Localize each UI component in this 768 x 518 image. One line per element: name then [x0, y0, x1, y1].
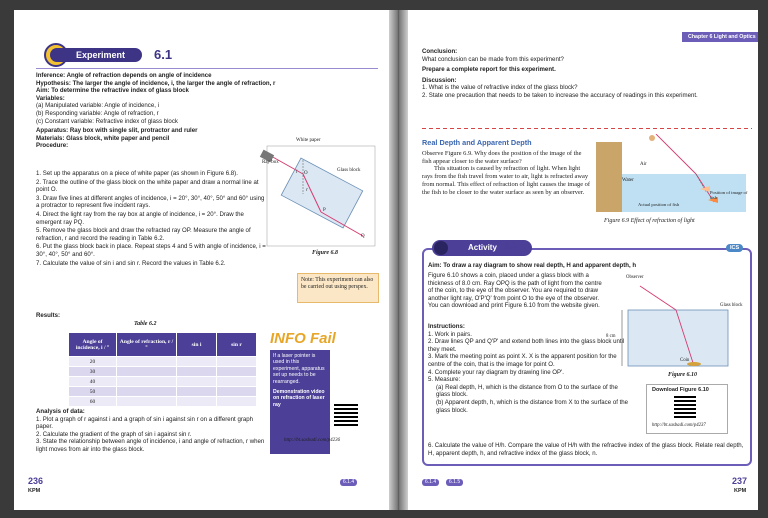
point-o-label: O — [304, 171, 308, 176]
results-heading: Results: — [36, 312, 61, 319]
results-table — [68, 332, 257, 407]
instruction-subitem: (a) Real depth, H, which is the distance from O to the surface of the glass block. — [436, 383, 618, 399]
discussion-heading: Discussion: — [422, 76, 457, 84]
procedure-step: 1. Set up the apparatus on a piece of white paper (as shown in Figure 6.8). — [36, 170, 238, 177]
section-paragraph: Observe Figure 6.9. Why does the position of the image of the fish appear closer to the water surface? — [422, 150, 582, 165]
standard-tag: 6.1.4 — [340, 479, 357, 486]
procedure-step: 7. Calculate the value of sin i and sin r. Record the values in Table 6.2. — [36, 259, 226, 267]
book-gutter — [389, 10, 408, 510]
activity-number: 6.2 — [504, 241, 518, 252]
ics-badge: ICS — [726, 244, 743, 252]
chapter-tab: Chapter 6 Light and Optics — [682, 32, 758, 42]
table-row — [69, 397, 257, 407]
instruction-item: 6. Calculate the value of H/h. Compare the value of H/h with the refractive index of the glass block. Relate real depth, H, apparent depth, h, and refractive index of the glass block, n. — [428, 442, 744, 457]
analysis-item: 3. State the relationship between angle of incidence, i and angle of refraction, r when light moves from air into the glass block. — [36, 438, 265, 453]
figure-6-10 — [614, 280, 744, 372]
table-caption: Table 6.2 — [134, 321, 157, 327]
publisher: KPM — [734, 488, 747, 494]
info-title: INFO Fail — [270, 330, 336, 347]
air-label: Air — [640, 162, 647, 167]
figure-6-8 — [259, 138, 381, 260]
table-row — [69, 377, 257, 387]
observer-label: Observer — [626, 275, 644, 280]
instruction-item: 2. Draw lines QP and Q'P' and extend both lines into the glass block until they meet. — [428, 338, 625, 353]
glass-block-label: Glass block — [337, 168, 361, 173]
table-header: Angle of incidence, i / ° — [69, 333, 117, 357]
activity-badge: Activity — [432, 240, 532, 256]
table-row — [69, 357, 257, 367]
procedure-steps — [36, 170, 268, 267]
table-cell: 20 — [69, 357, 117, 367]
table-header: Angle of refraction, r / ° — [117, 333, 177, 357]
figure-6-9 — [596, 134, 746, 212]
figure-6-9-caption: Figure 6.9 Effect of refraction of light — [604, 218, 695, 224]
image-position-label: Position of image of fish — [710, 190, 748, 200]
publisher: KPM — [28, 488, 41, 494]
info-url[interactable]: http://bt.sasbadi.com/p4236 — [284, 438, 341, 443]
table-cell: 30 — [69, 367, 117, 377]
instruction-item: 1. Work in pairs. — [428, 330, 472, 338]
point-q-label: Q — [361, 234, 365, 239]
inference: Inference: Angle of refraction depends on angle of incidence — [36, 72, 212, 79]
variable-manipulated: (a) Manipulated variable: Angle of incidence, i — [36, 102, 159, 110]
coin-label: Coin — [680, 358, 690, 363]
table-header: sin i — [177, 333, 217, 357]
ray-box-label: Ray box — [262, 160, 279, 165]
right-page — [408, 10, 758, 510]
actual-position-label: Actual position of fish — [638, 202, 680, 207]
angle-r-label: r — [306, 188, 308, 193]
experiment-number: 6.1 — [154, 47, 173, 62]
aim: Aim: To determine the refractive index of glass block — [36, 87, 189, 95]
activity-aim: Aim: To draw a ray diagram to show real depth, H and apparent depth, h — [428, 262, 637, 269]
info-text: If a laser pointer is used in this experiment, apparatus set up needs to be rearranged. — [273, 353, 325, 385]
procedure-step: 3. Draw five lines at different angles of incidence, i = 20°, 30°, 40°, 50° and 60° using a protractor to represent five incident rays. — [36, 194, 265, 210]
conclusion-question: What conclusion can be made from this experiment? — [422, 55, 564, 63]
activity-icon — [434, 241, 448, 255]
table-cell: 50 — [69, 387, 117, 397]
hypothesis: Hypothesis: The larger the angle of incidence, i, the larger the angle of refraction, r — [36, 79, 276, 87]
table-row — [69, 387, 257, 397]
apparatus: Apparatus: Ray box with single slit, protractor and ruler — [36, 127, 198, 135]
instruction-subitem: (b) Apparent depth, h, which is the distance from X to the surface of the glass block. — [436, 398, 629, 414]
activity-intro: Figure 6.10 shows a coin, placed under a glass block with a thickness of 8.0 cm. Ray OPQ is the path of light from the centre of the coin, to the eye of the observer. You are required to draw another light ray, O'P'Q' from point O to the eye of the observer. You can download and print Figure 6.10 from the website given. — [428, 272, 602, 310]
angle-i-label: i — [296, 170, 298, 175]
dashed-divider — [422, 128, 752, 129]
standard-tag: 6.1.4 — [422, 479, 439, 486]
download-title: Download Figure 6.10 — [652, 387, 709, 393]
analysis-item: 1. Plot a graph of r against i and a graph of sin i against sin r on a different graph paper. — [36, 415, 254, 431]
thickness-label: 8 cm — [606, 334, 616, 339]
left-page — [14, 10, 389, 510]
table-cell: 60 — [69, 397, 117, 407]
point-p-label: P — [323, 208, 326, 213]
table-row — [69, 367, 257, 377]
procedure-step: 6. Put the glass block back in place. Repeat steps 4 and 5 with angle of incidence, i = 30°, 40°, 50° and 60°. — [36, 243, 266, 258]
note-box: Note: This experiment can also be carried out using perspex. — [297, 273, 379, 303]
divider — [36, 68, 378, 69]
qr-code[interactable] — [334, 402, 358, 426]
discussion-item: 1. What is the value of refractive index of the glass block? — [422, 84, 578, 92]
table-header: sin r — [217, 333, 257, 357]
report-instruction: Prepare a complete report for this experiment. — [422, 66, 556, 74]
procedure-step: 5. Remove the glass block and draw the refracted ray OP. Measure the angle of refraction, r and record the reading in Table 6.2. — [36, 227, 251, 242]
analysis-heading: Analysis of data: — [36, 408, 85, 415]
section-paragraph: This situation is caused by refraction of light. When light rays from the fish travel from water to air, light is refracted away from normal. This effect of refraction of light causes the image of the fish to be closer to the water surface as seen by an observer. — [422, 165, 590, 196]
standard-tag: 6.1.5 — [446, 479, 463, 486]
section-title: Real Depth and Apparent Depth — [422, 138, 532, 147]
white-paper-label: White paper — [296, 138, 321, 143]
variable-responding: (b) Responding variable: Angle of refraction, r — [36, 109, 159, 117]
conclusion-heading: Conclusion: — [422, 48, 458, 55]
instruction-item: 5. Measure: — [428, 376, 461, 384]
discussion-item: 2. State one precaution that needs to be taken to increase the accuracy of readings in this experiment. — [422, 91, 698, 99]
download-url[interactable]: http://bt.sasbadi.com/p4237 — [652, 423, 706, 428]
water-label: Water — [622, 178, 634, 183]
procedure-step: 2. Trace the outline of the glass block on the white paper and draw a normal line at point O. — [36, 178, 259, 194]
instruction-item: 4. Complete your ray diagram by drawing line OP'. — [428, 368, 564, 376]
figure-6-10-caption: Figure 6.10 — [668, 372, 698, 378]
instruction-item: 3. Mark the meeting point as point X. X is the apparent position for the centre of the coin, that is the image for point O. — [428, 353, 617, 368]
glass-block-label-2: Glass block — [720, 303, 743, 308]
materials: Materials: Glass block, white paper and pencil — [36, 134, 170, 142]
instructions-heading: Instructions: — [428, 323, 465, 330]
qr-code[interactable] — [674, 396, 696, 418]
experiment-badge: Experiment — [50, 48, 142, 62]
procedure-heading: Procedure: — [36, 142, 69, 150]
figure-6-8-caption: Figure 6.8 — [312, 250, 339, 256]
procedure-step: 4. Direct the light ray from the ray box at angle of incidence, i = 20°. Draw the emergent ray PQ. — [36, 210, 244, 226]
analysis-item: 2. Calculate the gradient of the graph of sin i against sin r. — [36, 430, 192, 438]
table-cell: 40 — [69, 377, 117, 387]
variable-constant: (c) Constant variable: Refractive index of glass block — [36, 117, 178, 125]
page-number: 237 — [732, 476, 748, 486]
info-video-label: Demonstration video on refraction of laser ray — [273, 389, 325, 408]
page-number: 236 — [28, 476, 44, 486]
variables-heading: Variables: — [36, 94, 65, 102]
